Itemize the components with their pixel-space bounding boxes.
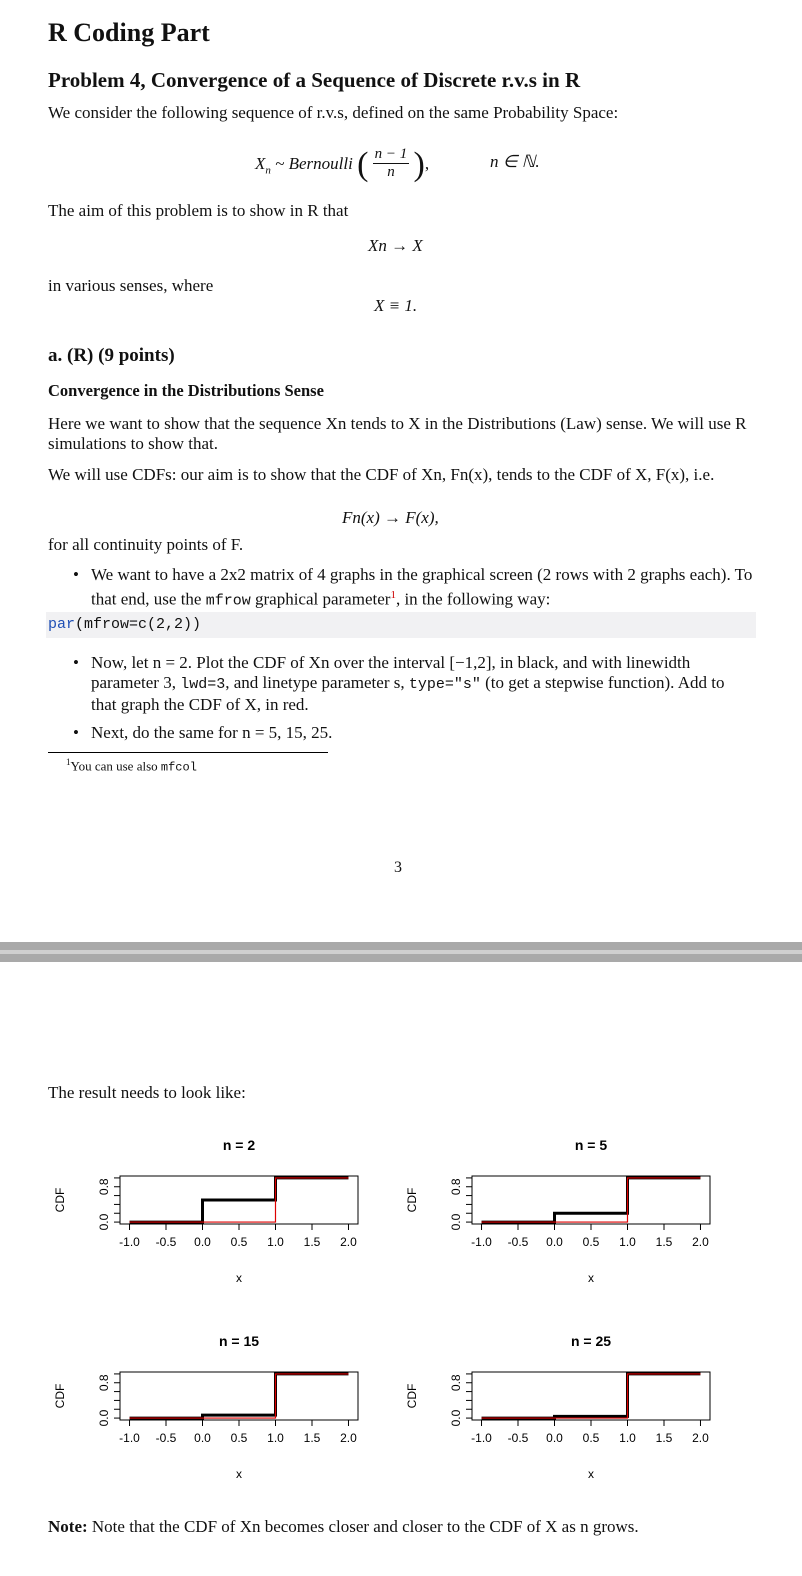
- y-tick-label: 0.8: [97, 1178, 111, 1196]
- x-tick-label: 0.0: [194, 1431, 211, 1445]
- x-tick-label: 0.5: [582, 1431, 600, 1445]
- equation-x-def: X ≡ 1.: [374, 296, 418, 315]
- footnote-code: mfcol: [160, 760, 197, 775]
- series-xn-cdf: [482, 1374, 701, 1418]
- y-tick-label: 0.0: [449, 1409, 463, 1427]
- bullet2-text-b: , and linetype parameter s,: [225, 673, 409, 692]
- series-x-cdf: [130, 1374, 349, 1418]
- x-axis-label: x: [236, 1271, 242, 1285]
- footnote-number: 1: [66, 757, 71, 767]
- series-xn-cdf: [130, 1178, 349, 1222]
- page-title: R Coding Part: [48, 18, 210, 47]
- footnote-ref[interactable]: 1: [390, 589, 396, 601]
- x-tick-label: -1.0: [119, 1235, 140, 1249]
- x-axis-label: x: [236, 1467, 242, 1481]
- page-number: 3: [394, 859, 402, 876]
- problem-title: Problem 4, Convergence of a Sequence of Discrete r.v.s in R: [48, 68, 581, 92]
- various-text: in various senses, where: [48, 276, 214, 295]
- x-tick-label: -0.5: [507, 1235, 529, 1249]
- equation-cdf: Fn(x) → F(x),: [342, 508, 439, 527]
- x-tick-label: -1.0: [471, 1431, 492, 1445]
- x-tick-label: 0.0: [546, 1431, 563, 1445]
- result-text: The result needs to look like:: [48, 1083, 246, 1102]
- x-tick-label: 0.0: [194, 1235, 211, 1249]
- bullet1-text-c: , in the following way:: [395, 589, 551, 609]
- part-a-heading: a. (R) (9 points): [48, 345, 175, 366]
- footnote-rule: [48, 752, 328, 753]
- eq1-x: X: [255, 154, 266, 173]
- x-tick-label: 1.5: [303, 1235, 321, 1249]
- eq1-paren-close: ): [413, 146, 425, 183]
- x-tick-label: 0.5: [230, 1431, 248, 1445]
- x-tick-label: 1.5: [655, 1235, 673, 1249]
- y-tick-label: 0.0: [97, 1409, 111, 1427]
- bullet1-text-b: graphical parameter: [250, 589, 391, 609]
- x-tick-label: 0.5: [230, 1235, 248, 1249]
- x-tick-label: 2.0: [340, 1431, 357, 1445]
- bullet-item-3: [73, 723, 753, 743]
- x-tick-label: -1.0: [119, 1431, 140, 1445]
- code-function: par: [48, 616, 76, 633]
- aim-text: The aim of this problem is to show in R that: [48, 201, 349, 220]
- series-xn-cdf: [482, 1178, 701, 1222]
- bullet2-code-lwd: lwd=3: [180, 676, 226, 693]
- continuity-text: for all continuity points of F.: [48, 535, 244, 554]
- x-tick-label: -1.0: [471, 1235, 492, 1249]
- code-args: (mfrow=c(2,2)): [75, 616, 202, 633]
- x-tick-label: 0.0: [546, 1235, 563, 1249]
- bullet2-text-c: (to get a stepwise function). Add to that graph the CDF of X, in red.: [91, 673, 725, 714]
- x-tick-label: -0.5: [507, 1431, 529, 1445]
- x-tick-label: 0.5: [582, 1235, 600, 1249]
- paragraph-1: Here we want to show that the sequence Xn tends to X in the Distributions (Law) sense. We will use R simulations to show that.: [48, 414, 747, 453]
- x-tick-label: 2.0: [692, 1431, 709, 1445]
- equation-convergence: Xn → X: [368, 236, 423, 255]
- y-tick-label: 0.0: [97, 1213, 111, 1231]
- cdf-plots-figure: [0, 1120, 802, 1510]
- eq1-denominator: n: [387, 163, 395, 180]
- bullet-item-1: [73, 565, 753, 612]
- y-tick-label: 0.8: [449, 1374, 463, 1392]
- series-xn-cdf: [130, 1374, 349, 1418]
- eq1-paren-open: (: [357, 146, 369, 183]
- x-tick-label: 2.0: [340, 1235, 357, 1249]
- x-axis-label: x: [588, 1467, 594, 1481]
- bullet-dot: •: [73, 565, 79, 584]
- code-block: [46, 612, 756, 638]
- subsection-title: Convergence in the Distributions Sense: [48, 381, 324, 400]
- chart-title: n = 15: [218, 1333, 260, 1349]
- note-body: Note that the CDF of Xn becomes closer and closer to the CDF of X as n grows.: [87, 1517, 639, 1536]
- paragraph-2: We will use CDFs: our aim is to show that the CDF of Xn, Fn(x), tends to the CDF of X, F(x), i.e.: [48, 465, 715, 484]
- footnote-text: You can use also: [70, 758, 161, 774]
- bullet1-text-a: We want to have a 2x2 matrix of 4 graphs in the graphical screen (2 rows with 2 graphs each). To that end, use the: [91, 565, 753, 609]
- chart-title: n = 2: [222, 1137, 256, 1153]
- page-separator: [0, 942, 802, 962]
- chart-title: n = 25: [570, 1333, 612, 1349]
- x-axis-label: x: [588, 1271, 594, 1285]
- x-tick-label: 1.5: [303, 1431, 321, 1445]
- bullet-item-2: [73, 653, 753, 715]
- note-text: [48, 1517, 758, 1537]
- y-axis-label: CDF: [405, 1383, 419, 1409]
- plot-frame: [472, 1176, 710, 1224]
- eq1-numerator: n − 1: [374, 145, 408, 162]
- eq1-domain: n ∈ ℕ.: [490, 152, 540, 171]
- eq1-sub: n: [265, 164, 271, 177]
- bullet-dot: •: [73, 723, 79, 742]
- y-tick-label: 0.8: [449, 1178, 463, 1196]
- chart-title: n = 5: [574, 1137, 608, 1153]
- bullet-dot: •: [73, 653, 79, 672]
- bullet3-text: Next, do the same for n = 5, 15, 25.: [91, 723, 333, 742]
- y-axis-label: CDF: [53, 1383, 67, 1409]
- y-axis-label: CDF: [405, 1187, 419, 1213]
- x-tick-label: 1.0: [619, 1235, 636, 1249]
- eq1-fraction: [373, 146, 410, 181]
- bullet2-code-type: type="s": [408, 676, 481, 693]
- equation-bernoulli: $X_n$ ~ Bernoulli ( $\frac{n - 1}{n}$ ),: [255, 145, 430, 183]
- x-tick-label: 1.0: [619, 1431, 636, 1445]
- x-tick-label: 1.5: [655, 1431, 673, 1445]
- y-axis-label: CDF: [53, 1187, 67, 1213]
- bullet1-code: mfrow: [205, 592, 251, 610]
- intro-text: We consider the following sequence of r.v.s, defined on the same Probability Space:: [48, 103, 619, 122]
- footnote: [66, 757, 197, 774]
- y-tick-label: 0.0: [449, 1213, 463, 1231]
- x-tick-label: 1.0: [267, 1431, 284, 1445]
- y-tick-label: 0.8: [97, 1374, 111, 1392]
- x-tick-label: -0.5: [155, 1431, 177, 1445]
- series-x-cdf: [482, 1374, 701, 1418]
- x-tick-label: 1.0: [267, 1235, 284, 1249]
- eq1-dist: ~ Bernoulli: [275, 154, 353, 173]
- plot-frame: [120, 1372, 358, 1420]
- note-label: Note:: [48, 1517, 88, 1536]
- x-tick-label: 2.0: [692, 1235, 709, 1249]
- bullet2-text-a: Now, let n = 2. Plot the CDF of Xn over the interval [−1,2], in black, and with linewidth parameter 3,: [91, 653, 691, 692]
- series-x-cdf: [482, 1178, 701, 1222]
- x-tick-label: -0.5: [155, 1235, 177, 1249]
- plot-frame: [472, 1372, 710, 1420]
